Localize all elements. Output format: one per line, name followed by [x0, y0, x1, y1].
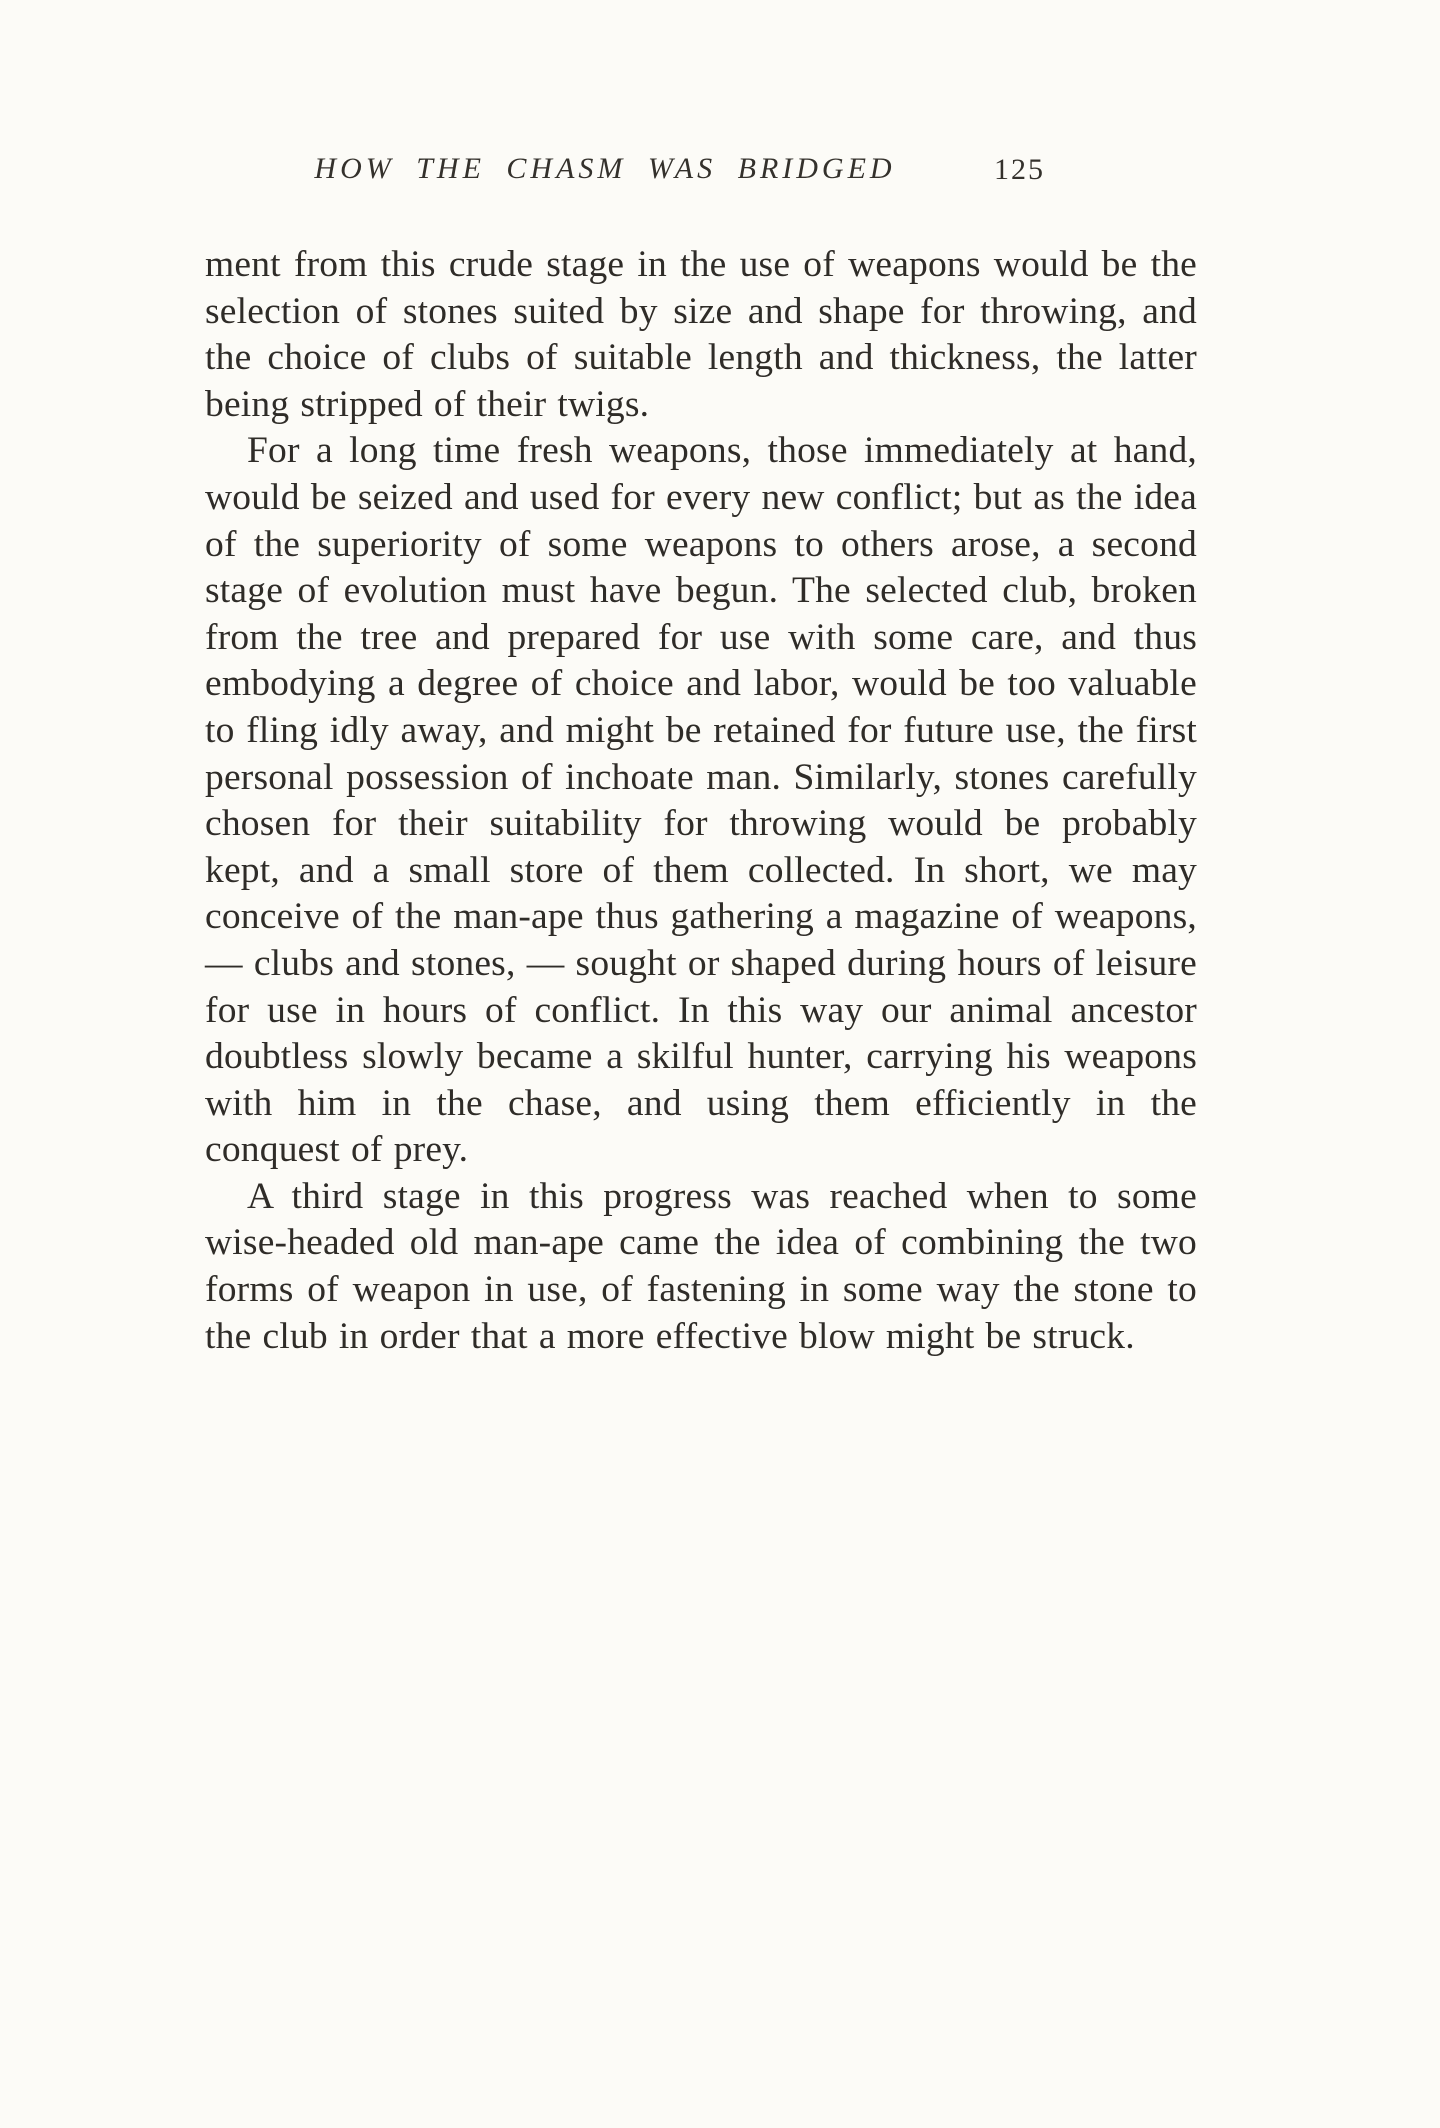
paragraph: For a long time fresh weapons, those immediately at hand, would be seized and used for every new conflict; but as the idea of the superiority of some weapons to others arose, a second stage of evolution must have begun. The selected club, broken from the tree and prepared for use with some care, and thus embodying a degree of choice and labor, would be too valuable to fling idly away, and might be retained for future use, the first personal possession of inchoate man. Similarly, stones carefully chosen for their suitability for throwing would be probably kept, and a small store of them collected. In short, we may conceive of the man-ape thus gathering a magazine of weapons, — clubs and stones, — sought or shaped during hours of leisure for use in hours of conflict. In this way our animal ancestor doubtless slowly became a skilful hunter, carrying his weapons with him in the chase, and using them efficiently in the conquest of prey.: [205, 430, 1197, 1171]
paragraph: A third stage in this progress was reached when to some wise-headed old man-ape came the idea of combining the two forms of weapon in use, of fastening in some way the stone to the club in order that a more effective blow might be struck.: [205, 1175, 1197, 1357]
paragraph-continuation: ment from this crude stage in the use of weapons would be the selection of stones suited by size and shape for throwing, and the choice of clubs of suitable length and thickness, the latter being stripped of their twigs.: [205, 244, 1197, 425]
page-number: 125: [994, 153, 1045, 186]
page-body-text: [205, 242, 1197, 1360]
page-header: [205, 152, 1195, 200]
running-title: HOW THE CHASM WAS BRIDGED: [314, 152, 896, 185]
